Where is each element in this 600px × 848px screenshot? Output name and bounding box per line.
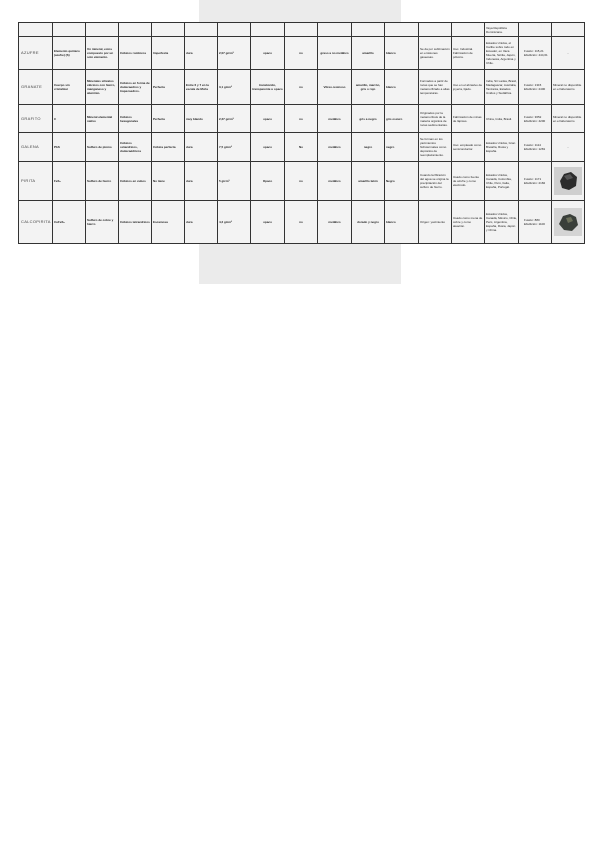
ebullition-item: • Ebullición: 1100 <box>524 222 550 226</box>
header-cell <box>452 23 485 37</box>
fusion-item: • Fusión: 3652 <box>524 115 550 119</box>
table-cell: - <box>552 37 585 70</box>
mineral-name: AZUFRE <box>19 37 53 70</box>
table-cell: Cúbica perfecta <box>152 133 185 162</box>
formula-cell: FeS₂ <box>53 162 86 201</box>
table-cell: opaco <box>251 104 285 133</box>
table-cell: Un mineral, estos compuesto por un solo elemento. <box>86 37 119 70</box>
table-cell: Origen: yacimiento <box>419 200 452 243</box>
mineral-name: CALCOPIRITA <box>19 200 53 243</box>
table-cell: Uso en el abrasivo de joyería, lijado. <box>452 70 485 105</box>
table-cell: Estados Unidos, Gran Bretaña, Rusia y España. <box>485 133 519 162</box>
table-cell: - <box>552 133 585 162</box>
ebullition-item: • Ebullición: 4200 <box>524 119 550 123</box>
table-cell: Usado como mena de cobre y como aleación. <box>452 200 485 243</box>
table-row <box>19 200 585 243</box>
table-cell: translúcido, transparente u opaco <box>251 70 285 105</box>
table-cell: gris a negro <box>352 104 385 133</box>
table-cell: Cuando la filtración del agua se origina la precipitación del sulfuro de hierro. <box>419 162 452 201</box>
fusion-item: • Fusión: 1315 <box>524 83 550 87</box>
table-cell: Sulfuro de cobre y hierro <box>86 200 119 243</box>
header-row <box>19 23 585 37</box>
photo-cell <box>552 162 585 201</box>
table-cell: Mineral no disponible en el laboratorio <box>552 104 585 133</box>
table-cell: graso a no metálico <box>318 37 352 70</box>
table-cell: Entre 6 y 7 en la escala de Mohs <box>185 70 218 105</box>
table-cell: Originados por la metamorfosis de la materia orgánica de rocas sedimentarias. <box>419 104 452 133</box>
table-cell: blanco <box>385 70 419 105</box>
table-cell: India, Sri Lanka, Brasil, Madagascar, Australia, Tanzania, Estados Unidos y Sudáfrica. <box>485 70 519 105</box>
table-cell: amarillo latón <box>352 162 385 201</box>
melting-boiling-cell <box>519 104 552 133</box>
table-cell: dura <box>185 200 218 243</box>
table-cell: no <box>285 37 318 70</box>
melting-boiling-cell <box>519 162 552 201</box>
table-cell: No tiene <box>152 162 185 201</box>
table-cell: Perfecta <box>152 70 185 105</box>
table-cell: Formados a partir de rocas que se han metamorfizado a altas temperaturas. <box>419 70 452 105</box>
table-cell: 2,27 g/cm³ <box>218 104 251 133</box>
table-cell: dura <box>185 37 218 70</box>
table-cell: Estados Unidos, Canadá, México, Chile, Perú, Argentina, España, Rusia, Japón y China. <box>485 200 519 243</box>
melting-boiling-cell <box>519 37 552 70</box>
table-cell: Imperfecta <box>152 37 185 70</box>
table-cell: muy blando <box>185 104 218 133</box>
table-cell: blanco <box>385 200 419 243</box>
table-cell: Vítreo-resinoso <box>318 70 352 105</box>
table-cell: Mineral no disponible en el laboratorio <box>552 70 585 105</box>
ebullition-item: • Ebullición: 444,61 <box>524 53 550 57</box>
ebullition-item: • Ebullición: 2400 <box>524 87 550 91</box>
header-cell <box>385 23 419 37</box>
background-panel-bottom <box>199 244 401 284</box>
table-cell: blanco <box>385 37 419 70</box>
table-cell: amarillo <box>352 37 385 70</box>
table-cell: 3,1 g/cm³ <box>218 70 251 105</box>
table-cell: Minerales silicatos cálcicos con hierro, manganeso y aluminio. <box>86 70 119 105</box>
table-cell: Uso: Industrial. Fabricación de pólvora. <box>452 37 485 70</box>
table-cell: 7,5 g/cm³ <box>218 133 251 162</box>
pyrite-photo <box>554 167 582 195</box>
header-cell <box>519 23 552 37</box>
table-row <box>19 70 585 105</box>
header-cell <box>152 23 185 37</box>
table-cell: dura <box>185 133 218 162</box>
table-cell: no <box>285 200 318 243</box>
table-cell: Cúbicos hexagonales <box>119 104 152 133</box>
mineral-name: GRAFITO <box>19 104 53 133</box>
formula-cell: Cuerpo sin cristalizar <box>53 70 86 105</box>
formula-cell: CuFeS₂ <box>53 200 86 243</box>
table-cell: Se forman en los yacimientos hidrotermales como depósitos de reemplazamiento. <box>419 133 452 162</box>
table-cell: Usado como fuente de azufre y como electrodo. <box>452 162 485 201</box>
photo-cell <box>552 200 585 243</box>
table-cell: no <box>285 162 318 201</box>
table-cell: Se da por sublimación en emisiones gaseosas. <box>419 37 452 70</box>
table-row <box>19 133 585 162</box>
header-cell <box>419 23 452 37</box>
background-panel-top <box>199 0 401 22</box>
table-cell: Sulfuro de plomo <box>86 133 119 162</box>
mineral-name: PIRITA <box>19 162 53 201</box>
formula-cell: Elemento químico (azufre) (S) <box>53 37 86 70</box>
table-cell: China, India, Brasil. <box>485 104 519 133</box>
melting-boiling-cell <box>519 200 552 243</box>
melting-boiling-cell <box>519 70 552 105</box>
table-cell: Cúbicos tetraédricos <box>119 200 152 243</box>
table-cell: gris oscuro <box>385 104 419 133</box>
table-row <box>19 37 585 70</box>
table-cell: metálico <box>318 133 352 162</box>
header-cell <box>119 23 152 37</box>
table-cell: opaco <box>251 133 285 162</box>
table-cell: no <box>285 104 318 133</box>
header-cell <box>53 23 86 37</box>
table-cell: Sulfuro de hierro <box>86 162 119 201</box>
header-cell <box>251 23 285 37</box>
table-cell: Estados Unidos, Canadá, Colombia, Chile, Perú, Italia, España, Portugal. <box>485 162 519 201</box>
table-cell: 4,2 g/cm³ <box>218 200 251 243</box>
table-cell: metálico <box>318 104 352 133</box>
header-cell <box>218 23 251 37</box>
table-cell: Opaco <box>251 162 285 201</box>
fusion-item: • Fusión: 1114 <box>524 143 550 147</box>
table-cell: Cúbicos en forma de dodecaedros y trapezoedros. <box>119 70 152 105</box>
table-cell: Mineral elemental nativo <box>86 104 119 133</box>
fusion-item: • Fusión: 880 <box>524 218 550 222</box>
table-cell: amarillo, marrón, gris o rojo <box>352 70 385 105</box>
table-cell: No <box>285 133 318 162</box>
ebullition-item: • Ebullición: 2182 <box>524 181 550 185</box>
table-cell: opaco <box>251 37 285 70</box>
table-row <box>19 104 585 133</box>
table-cell: metálico <box>318 162 352 201</box>
table-cell: Cúbicos octaédricos, dodecaédricos <box>119 133 152 162</box>
header-cell <box>285 23 318 37</box>
table-cell: Perfecta <box>152 104 185 133</box>
header-cell <box>552 23 585 37</box>
table-cell: dorado y negro <box>352 200 385 243</box>
mineral-name: GALENA <box>19 133 53 162</box>
table-cell: Estados Unidos, el Caribe sobre todo en Ecuador, en Vaca Muerta, Sicilia, Japón, Indonesia, Argentina y Chile. <box>485 37 519 70</box>
table-cell: opaco <box>251 200 285 243</box>
header-cell <box>352 23 385 37</box>
formula-cell: PbS <box>53 133 86 162</box>
table-cell: 5 g/cm³ <box>218 162 251 201</box>
table-cell: Cúbicos en cubos <box>119 162 152 201</box>
chalcopyrite-photo <box>554 208 582 236</box>
table-cell: 2,07 g/cm³ <box>218 37 251 70</box>
ebullition-item: • Ebullición: 1281 <box>524 147 550 151</box>
mineral-name: GRANATE <box>19 70 53 105</box>
top-note: Vaya República Dominicana. <box>485 23 519 37</box>
table-cell: negro <box>352 133 385 162</box>
table-cell: Fabricación de minas de lápices. <box>452 104 485 133</box>
table-row <box>19 162 585 201</box>
table-cell: negro <box>385 133 419 162</box>
header-cell <box>318 23 352 37</box>
fusion-item: • Fusión: 1171 <box>524 177 550 181</box>
table-cell: metálico <box>318 200 352 243</box>
minerals-table <box>18 22 585 244</box>
header-cell <box>185 23 218 37</box>
header-cell <box>86 23 119 37</box>
melting-boiling-cell <box>519 133 552 162</box>
formula-cell: C <box>53 104 86 133</box>
table-cell: Uso: empleado como semiconductor. <box>452 133 485 162</box>
table-cell: Cúbicos rombicos <box>119 37 152 70</box>
fusion-item: • Fusión: 115,21 <box>524 49 550 53</box>
table-cell: dura <box>185 162 218 201</box>
table-cell: Negro <box>385 162 419 201</box>
table-cell: Escamosa <box>152 200 185 243</box>
table-cell: no <box>285 70 318 105</box>
header-cell <box>19 23 53 37</box>
